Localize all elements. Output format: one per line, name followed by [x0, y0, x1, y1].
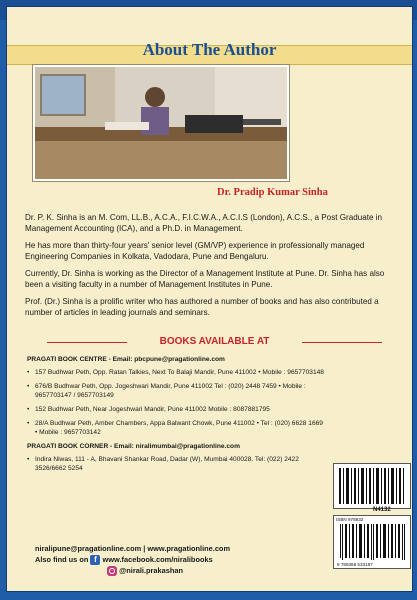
divider	[302, 342, 382, 343]
author-photo	[33, 65, 289, 181]
isbn-digits: 9 789368 533187	[337, 562, 373, 567]
author-bio	[25, 212, 400, 324]
content-panel	[6, 6, 413, 592]
footer-contacts	[35, 543, 335, 576]
isbn-barcode	[333, 515, 411, 569]
page-title: About The Author	[142, 40, 277, 59]
address-item: • Indira Niwas, 111 - A, Bhavani Shankar Road, Dadar (W), Mumbai 400028. Tel: (022) 2422 3526/6662 5254	[27, 455, 327, 473]
address-item: • 157 Budhwar Peth, Opp. Ratan Talkies, Next To Balaji Mandir, Pune 411002 • Mobile : 9657703148	[27, 368, 327, 377]
also-find-label: Also find us on	[35, 555, 89, 564]
address-item: • 152 Budhwar Peth, Near Jogeshwari Mandir, Pune 411002 Mobile : 8087881795	[27, 405, 327, 414]
instagram-icon[interactable]	[107, 566, 117, 576]
bio-paragraph: Dr. P. K. Sinha is an M. Com, LL.B., A.C.A., F.I.C.W.A., A.C.I.S (London), A.C.S., a Post Graduate in Management Accounting (ICA), and a Ph.D. in Management.	[25, 213, 383, 233]
address-item: • 28/A Budhwar Peth, Amber Chambers, Appa Balwant Chowk, Pune 411002 • Tel : (020) 6628 1669 • Mobile : 9657703142	[27, 419, 327, 437]
bio-paragraph: Currently, Dr. Sinha is working as the Director of a Management Institute at Pune. Dr. Sinha has also been a visiting faculty in a number of Management Institutes in Pune.	[25, 269, 385, 289]
address-item: • 676/B Budhwar Peth, Opp. Jogeshwari Mandir, Pune 411002 Tel : (020) 2448 7459 • Mobile : 9657703147 / 9657703149	[27, 382, 327, 400]
barcode-upper	[333, 463, 411, 509]
book-centre-label: PRAGATI BOOK CENTRE - Email: pbcpune@pragationline.com	[27, 356, 225, 363]
divider	[47, 342, 127, 343]
books-heading-text: BOOKS AVAILABLE AT	[159, 336, 270, 347]
book-corner-label: PRAGATI BOOK CORNER - Email: niralimumbai@pragationline.com	[27, 443, 240, 450]
books-available-heading	[27, 336, 402, 347]
bio-paragraph: He has more than thirty-four years' senior level (GM/VP) experience in professionally managed Engineering Companies in Kolkata, Vadodara, Pune and Bengaluru.	[25, 241, 365, 261]
book-code: N4132	[373, 507, 391, 513]
bio-paragraph: Prof. (Dr.) Sinha is a prolific writer who has authored a number of books and has also contributed a number of articles in leading journals and seminars.	[25, 297, 379, 317]
author-name: Dr. Pradip Kumar Sinha	[217, 187, 328, 198]
footer-links[interactable]: niralipune@pragationline.com | www.pragationline.com	[35, 544, 231, 553]
isbn-label: ISBN 978932	[336, 517, 364, 522]
social-row	[35, 554, 335, 565]
instagram-link[interactable]: @nirali.prakashan	[119, 566, 183, 576]
facebook-link[interactable]: www.facebook.com/niralibooks	[102, 555, 213, 564]
facebook-icon[interactable]: f	[90, 555, 100, 565]
instagram-row	[107, 565, 335, 576]
store-addresses	[27, 355, 327, 478]
